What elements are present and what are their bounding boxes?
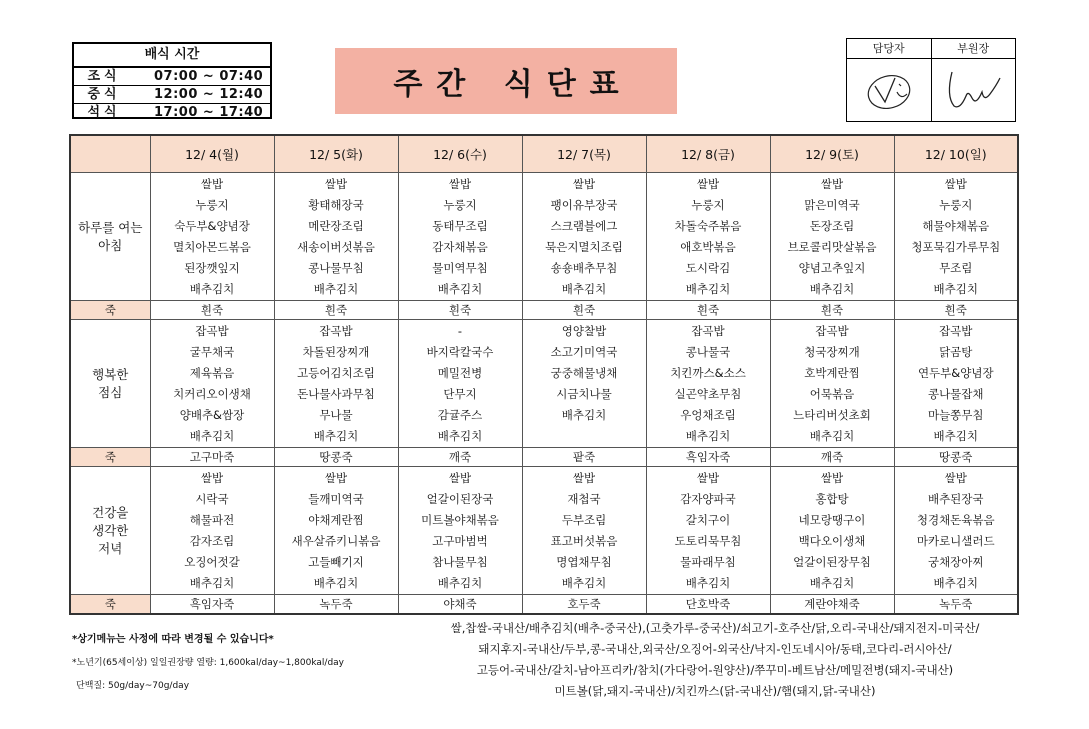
protein-note: 단백질: 50g/day~70g/day <box>76 681 190 691</box>
menu-item: 멸치아몬드볶음 <box>173 240 251 254</box>
meal-cell <box>522 320 646 448</box>
manager-signature-icon <box>859 62 919 118</box>
menu-item: 시락국 <box>195 492 229 506</box>
menu-item: 배추김치 <box>437 576 483 590</box>
footer-notes <box>72 630 344 701</box>
menu-item: 우엉채조림 <box>680 408 736 422</box>
menu-item: 동태무조림 <box>432 219 488 233</box>
menu-item: 해물야채볶음 <box>922 219 990 233</box>
menu-item: 애호박볶음 <box>680 240 736 254</box>
serving-time-label: 중식 <box>87 87 121 102</box>
menu-item: 배추김치 <box>809 576 855 590</box>
meal-cell <box>274 467 398 595</box>
menu-item: 호박계란찜 <box>804 366 860 380</box>
menu-item: 잡곡밥 <box>195 324 229 338</box>
menu-item: 차돌숙주볶음 <box>674 219 742 233</box>
meal-section-label-line: 건강을 <box>92 504 129 520</box>
menu-item: 된장깻잎지 <box>184 261 240 275</box>
menu-item: 배추김치 <box>189 282 235 296</box>
menu-item: 제육볶음 <box>189 366 235 380</box>
menu-item: 도토리묵무침 <box>674 534 742 548</box>
menu-item: 치킨까스&소스 <box>670 366 746 380</box>
meal-section-label <box>70 320 150 448</box>
serving-time-value: 07:00 ~ 07:40 <box>154 69 264 84</box>
menu-item: 바지락칼국수 <box>426 345 494 359</box>
menu-item: 무조림 <box>939 261 973 275</box>
porridge-cell: 녹두죽 <box>894 595 1018 615</box>
origin-line: 미트볼(닭,돼지-국내산)/치킨까스(닭-국내산)/햄(돼지,닭-국내산) <box>554 684 876 698</box>
serving-time-label: 조식 <box>87 69 121 84</box>
serving-time-box <box>72 42 272 119</box>
menu-item: 배추김치 <box>313 576 359 590</box>
porridge-cell: 단호박죽 <box>646 595 770 615</box>
menu-item: 잡곡밥 <box>815 324 849 338</box>
menu-item: 잡곡밥 <box>319 324 353 338</box>
porridge-cell: 깨죽 <box>770 448 894 467</box>
menu-item: 묵은지멸치조림 <box>545 240 623 254</box>
page-title: 주간 식단표 <box>393 67 633 102</box>
serving-time-row-breakfast <box>74 68 270 86</box>
menu-item: 누룽지 <box>443 198 477 212</box>
menu-body <box>70 173 1018 615</box>
meal-section-label-line: 생각한 <box>92 522 129 538</box>
meal-cell <box>150 320 274 448</box>
menu-item: 미트볼야채볶음 <box>421 513 499 527</box>
menu-item: 돈장조림 <box>809 219 855 233</box>
menu-item: 연두부&양념장 <box>917 366 994 380</box>
porridge-row-lunch <box>70 448 1018 467</box>
menu-item: 치커리오이생채 <box>173 387 251 401</box>
meal-cell <box>646 467 770 595</box>
menu-item: 네모랑땡구이 <box>798 513 866 527</box>
serving-time-label: 석식 <box>87 105 121 120</box>
menu-item: 배추김치 <box>685 282 731 296</box>
serving-time-value: 17:00 ~ 17:40 <box>154 105 264 120</box>
menu-item: 닭곰탕 <box>939 345 973 359</box>
menu-item: 고등어김치조림 <box>297 366 375 380</box>
menu-item: 콩나물잡채 <box>927 387 984 401</box>
menu-item: 쌀밥 <box>324 471 348 485</box>
menu-item: 들깨미역국 <box>308 492 364 506</box>
menu-item: 양배추&쌈장 <box>179 408 245 422</box>
menu-item: 참나물무침 <box>432 555 488 569</box>
origin-line: 쌀,찹쌀-국내산/배추김치(배추-중국산),(고춧가루-중국산)/쇠고기-호주산/닭,오리-국내산/돼지전지-미국산/ <box>450 621 980 635</box>
meal-section-label-line: 행복한 <box>92 366 129 382</box>
page-title-banner <box>335 48 677 114</box>
meal-cell <box>150 467 274 595</box>
menu-item: 쌀밥 <box>572 471 596 485</box>
menu-item: 청경채돈육볶음 <box>916 513 995 527</box>
menu-item: 배추김치 <box>933 282 978 296</box>
porridge-cell: 야채죽 <box>398 595 522 615</box>
meal-section-label-line: 하루를 여는 <box>78 219 143 235</box>
menu-item: 차돌된장찌개 <box>302 345 370 359</box>
origin-info <box>390 618 1040 702</box>
serving-time-row-dinner <box>74 104 270 121</box>
approval-box <box>846 38 1016 122</box>
menu-item: 누룽지 <box>939 198 973 212</box>
menu-item: 배추김치 <box>933 429 978 443</box>
menu-item: - <box>457 324 463 338</box>
meal-cell <box>894 467 1018 595</box>
day-header: 12/ 4(월) <box>150 135 274 173</box>
porridge-cell: 녹두죽 <box>274 595 398 615</box>
menu-item: 쌀밥 <box>696 471 720 485</box>
serving-time-value: 12:00 ~ 12:40 <box>154 87 264 102</box>
day-header: 12/ 8(금) <box>646 135 770 173</box>
menu-item: 감자채볶음 <box>432 240 488 254</box>
menu-item: 감자양파국 <box>680 492 736 506</box>
porridge-cell: 흰죽 <box>894 301 1018 320</box>
porridge-label: 죽 <box>70 595 150 615</box>
meal-section-label-line: 아침 <box>98 237 123 253</box>
menu-item: 배추김치 <box>809 282 855 296</box>
menu-item: 스크램블에그 <box>550 219 618 233</box>
menu-item: 누룽지 <box>691 198 725 212</box>
menu-item: 쌀밥 <box>572 177 596 191</box>
menu-item: 배추김치 <box>437 282 483 296</box>
menu-item: 배추된장국 <box>927 492 984 506</box>
menu-item: 궁채장아찌 <box>927 555 984 569</box>
vice-director-signature <box>932 59 1016 121</box>
day-header-row <box>70 135 1018 173</box>
menu-item: 배추김치 <box>189 429 235 443</box>
serving-time-row-lunch <box>74 86 270 104</box>
vice-director-signature-icon <box>938 62 1008 118</box>
menu-item: 누룽지 <box>195 198 229 212</box>
menu-item: 물파래무침 <box>680 555 736 569</box>
menu-item: 콩나물국 <box>685 345 731 359</box>
menu-item: 쌀밥 <box>944 471 967 485</box>
meal-cell <box>894 320 1018 448</box>
menu-item: 명엽채무침 <box>556 555 612 569</box>
weekly-menu-table <box>69 134 1019 615</box>
menu-item: 오징어젓갈 <box>184 555 240 569</box>
menu-item: 감귤주스 <box>437 408 483 422</box>
porridge-cell: 흰죽 <box>522 301 646 320</box>
meal-section-label <box>70 467 150 595</box>
menu-item: 굴무채국 <box>189 345 235 359</box>
menu-item: 백다오이생채 <box>798 534 866 548</box>
meal-cell <box>770 320 894 448</box>
menu-item: 배추김치 <box>685 429 731 443</box>
day-header: 12/ 10(일) <box>894 135 1018 173</box>
menu-item: 양념고추잎지 <box>798 261 866 275</box>
menu-item: 브로콜리맛살볶음 <box>787 240 877 254</box>
menu-item: 쌀밥 <box>820 177 844 191</box>
approval-manager-label: 담당자 <box>847 39 931 59</box>
menu-item: 청국장찌개 <box>804 345 860 359</box>
menu-item: 어묵볶음 <box>809 387 855 401</box>
porridge-row-breakfast <box>70 301 1018 320</box>
meal-row-lunch <box>70 320 1018 448</box>
meal-cell <box>646 173 770 301</box>
menu-item: 잡곡밥 <box>939 324 973 338</box>
meal-row-breakfast <box>70 173 1018 301</box>
porridge-cell: 흑임자죽 <box>646 448 770 467</box>
meal-section-label <box>70 173 150 301</box>
meal-cell <box>770 173 894 301</box>
porridge-row-dinner <box>70 595 1018 615</box>
menu-item: 두부조림 <box>561 513 607 527</box>
menu-item: 마카로니샐러드 <box>916 534 995 548</box>
elderly-calorie-note: *노년기(65세이상) 일일권장량 열량: 1,600kal/day~1,800kal/day <box>72 658 344 668</box>
menu-item: 숑숑배추무침 <box>550 261 618 275</box>
meal-section-label-line: 저녁 <box>98 540 123 556</box>
porridge-cell: 호두죽 <box>522 595 646 615</box>
meal-cell <box>894 173 1018 301</box>
porridge-cell: 땅콩죽 <box>894 448 1018 467</box>
meal-row-dinner <box>70 467 1018 595</box>
menu-item: 쌀밥 <box>200 177 224 191</box>
approval-vice-director-label: 부원장 <box>932 39 1016 59</box>
porridge-cell: 고구마죽 <box>150 448 274 467</box>
menu-item: 팽이유부장국 <box>550 198 618 212</box>
menu-item: 영양찰밥 <box>561 324 607 338</box>
porridge-label: 죽 <box>70 448 150 467</box>
menu-item: 소고기미역국 <box>550 345 618 359</box>
menu-item: 마늘쫑무침 <box>927 408 984 422</box>
menu-item: 배추김치 <box>189 576 235 590</box>
origin-line: 돼지후지-국내산/두부,콩-국내산,외국산/오징어-외국산/낙지-인도네시아/동태,코다리-러시아산/ <box>478 642 952 656</box>
menu-item: 고들빼기지 <box>308 555 364 569</box>
menu-item: 궁중해물냉채 <box>550 366 618 380</box>
menu-item: 표고버섯볶음 <box>550 534 618 548</box>
menu-item: 쌀밥 <box>448 177 472 191</box>
meal-cell <box>274 320 398 448</box>
menu-item: 무나물 <box>319 408 353 422</box>
menu-item: 배추김치 <box>933 576 978 590</box>
day-header: 12/ 9(토) <box>770 135 894 173</box>
menu-item: 돈나물사과무침 <box>297 387 375 401</box>
menu-item: 배추김치 <box>809 429 855 443</box>
menu-item: 실곤약초무침 <box>674 387 742 401</box>
menu-item: 느타리버섯초회 <box>793 408 871 422</box>
porridge-cell: 계란야채죽 <box>770 595 894 615</box>
menu-item: 배추김치 <box>437 429 483 443</box>
menu-item: 쌀밥 <box>944 177 967 191</box>
approval-manager <box>847 39 931 121</box>
menu-item: 갈치구이 <box>685 513 731 527</box>
porridge-label: 죽 <box>70 301 150 320</box>
meal-cell <box>522 467 646 595</box>
menu-item: 도시락김 <box>685 261 731 275</box>
meal-cell <box>398 173 522 301</box>
meal-section-label-line: 점심 <box>98 384 123 400</box>
meal-cell <box>770 467 894 595</box>
menu-item: 황태해장국 <box>308 198 364 212</box>
meal-cell <box>398 320 522 448</box>
meal-cell <box>398 467 522 595</box>
porridge-cell: 팥죽 <box>522 448 646 467</box>
menu-item: 잡곡밥 <box>691 324 725 338</box>
day-header: 12/ 7(목) <box>522 135 646 173</box>
menu-item: 쌀밥 <box>448 471 472 485</box>
meal-cell <box>150 173 274 301</box>
menu-item: 배추김치 <box>561 282 607 296</box>
menu-item: 청포묵김가루무침 <box>911 240 1001 254</box>
porridge-cell: 흰죽 <box>274 301 398 320</box>
menu-item: 홍합탕 <box>815 492 849 506</box>
menu-item: 새송이버섯볶음 <box>297 240 375 254</box>
porridge-cell: 흰죽 <box>646 301 770 320</box>
menu-item: 해물파전 <box>189 513 235 527</box>
menu-item: 단무지 <box>443 387 477 401</box>
menu-item: 얼갈이된장무침 <box>793 555 871 569</box>
menu-item: 배추김치 <box>561 576 607 590</box>
approval-vice-director <box>931 39 1016 121</box>
porridge-cell: 깨죽 <box>398 448 522 467</box>
menu-item: 새우살쥬키니볶음 <box>291 534 381 548</box>
meal-cell <box>274 173 398 301</box>
porridge-cell: 땅콩죽 <box>274 448 398 467</box>
menu-item: 재첩국 <box>567 492 601 506</box>
porridge-cell: 흰죽 <box>150 301 274 320</box>
menu-change-notice: *상기메뉴는 사정에 따라 변경될 수 있습니다* <box>72 634 274 645</box>
porridge-cell: 흰죽 <box>398 301 522 320</box>
menu-item: 쌀밥 <box>324 177 348 191</box>
menu-item: 배추김치 <box>561 408 607 422</box>
menu-item: 감자조림 <box>189 534 235 548</box>
menu-item: 쌀밥 <box>696 177 720 191</box>
day-header: 12/ 5(화) <box>274 135 398 173</box>
menu-item: 시금치나물 <box>556 387 612 401</box>
serving-time-title: 배식 시간 <box>74 44 270 68</box>
manager-signature <box>847 59 931 121</box>
menu-item: 메란장조림 <box>308 219 364 233</box>
menu-item: 배추김치 <box>313 429 359 443</box>
menu-item: 물미역무침 <box>432 261 488 275</box>
menu-item: 얼갈이된장국 <box>426 492 494 506</box>
porridge-cell: 흑임자죽 <box>150 595 274 615</box>
origin-line: 고등어-국내산/갈치-남아프리카/참치(가다랑어-원양산)/쭈꾸미-베트남산/메밀전병(돼지-국내산) <box>476 663 954 677</box>
menu-item: 배추김치 <box>313 282 359 296</box>
porridge-cell: 흰죽 <box>770 301 894 320</box>
menu-item: 쌀밥 <box>820 471 844 485</box>
menu-item: 배추김치 <box>685 576 731 590</box>
corner-cell <box>70 135 150 173</box>
meal-cell <box>646 320 770 448</box>
menu-item: 숙두부&양념장 <box>174 219 250 233</box>
menu-item: 메밀전병 <box>437 366 483 380</box>
menu-item: 고구마범벅 <box>432 534 488 548</box>
meal-cell <box>522 173 646 301</box>
menu-item: 맑은미역국 <box>804 198 860 212</box>
day-header: 12/ 6(수) <box>398 135 522 173</box>
menu-item: 콩나물무침 <box>308 261 364 275</box>
menu-item: 야채계란찜 <box>308 513 364 527</box>
menu-item: 쌀밥 <box>200 471 224 485</box>
